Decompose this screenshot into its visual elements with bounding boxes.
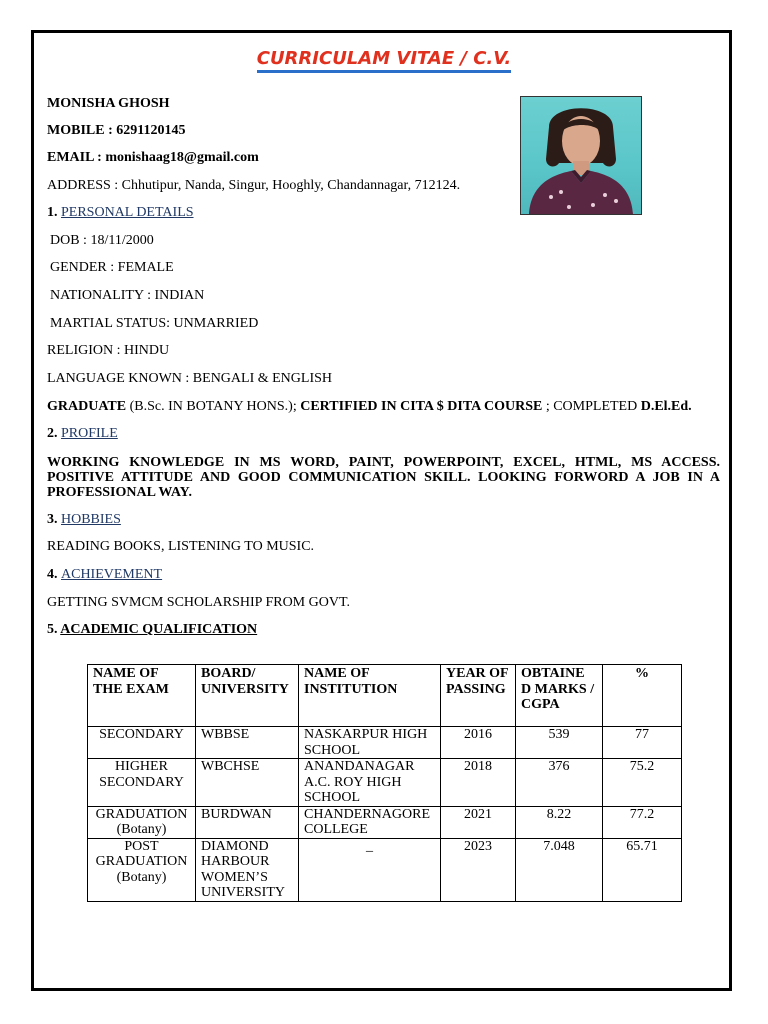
cell-marks: 376 bbox=[516, 759, 603, 807]
qualification-summary bbox=[47, 399, 692, 415]
cell-exam: POST GRADUATION (Botany) bbox=[88, 838, 196, 901]
section-title: HOBBIES bbox=[61, 512, 121, 527]
header-percent: % bbox=[603, 665, 682, 727]
nationality: NATIONALITY : INDIAN bbox=[50, 288, 205, 303]
cell-exam: HIGHER SECONDARY bbox=[88, 759, 196, 807]
header-institution: NAME OF INSTITUTION bbox=[299, 665, 441, 727]
religion: RELIGION : HINDU bbox=[47, 343, 170, 358]
cell-year: 2021 bbox=[441, 806, 516, 838]
qual-bsc: (B.Sc. IN BOTANY HONS.); bbox=[126, 399, 301, 414]
section-profile-heading bbox=[47, 426, 118, 442]
cell-marks: 7.048 bbox=[516, 838, 603, 901]
portrait-image bbox=[521, 97, 641, 214]
section-hobbies-heading bbox=[47, 512, 121, 528]
section-personal-heading bbox=[47, 205, 194, 221]
achievement-text: GETTING SVMCM SCHOLARSHIP FROM GOVT. bbox=[47, 595, 350, 610]
section-title: ACHIEVEMENT bbox=[61, 567, 163, 582]
section-title: PERSONAL DETAILS bbox=[61, 205, 194, 220]
cell-percent: 77.2 bbox=[603, 806, 682, 838]
header-marks: OBTAINE D MARKS / CGPA bbox=[516, 665, 603, 727]
header-board: BOARD/ UNIVERSITY bbox=[196, 665, 299, 727]
cell-year: 2016 bbox=[441, 727, 516, 759]
section-number: 1. bbox=[47, 205, 61, 220]
section-title: ACADEMIC QUALIFICATION bbox=[60, 622, 258, 637]
cell-year: 2023 bbox=[441, 838, 516, 901]
marital-status: MARTIAL STATUS: UNMARRIED bbox=[50, 316, 259, 331]
dob: DOB : 18/11/2000 bbox=[50, 233, 154, 248]
section-number: 2. bbox=[47, 426, 61, 441]
table-header-row bbox=[88, 665, 682, 727]
cell-marks: 539 bbox=[516, 727, 603, 759]
header-year: YEAR OF PASSING bbox=[441, 665, 516, 727]
profile-text: WORKING KNOWLEDGE IN MS WORD, PAINT, POWERPOINT, EXCEL, HTML, MS ACCESS. POSITIVE ATTITUDE AND GOOD COMMUNICATION SKILL. LOOKING FORWORD A JOB IN A PROFESSIONAL WAY. bbox=[47, 455, 720, 500]
cell-institution: _ bbox=[299, 838, 441, 901]
cell-exam: SECONDARY bbox=[88, 727, 196, 759]
section-number: 5. bbox=[47, 622, 61, 637]
cell-percent: 65.71 bbox=[603, 838, 682, 901]
header-exam: NAME OF THE EXAM bbox=[88, 665, 196, 727]
cell-percent: 75.2 bbox=[603, 759, 682, 807]
qual-completed: ; COMPLETED bbox=[542, 399, 641, 414]
table-row bbox=[88, 727, 682, 759]
mobile-label: MOBILE : bbox=[47, 123, 117, 138]
candidate-name: MONISHA GHOSH bbox=[47, 96, 170, 111]
language-known: LANGUAGE KNOWN : BENGALI & ENGLISH bbox=[47, 371, 333, 386]
email-label: EMAIL : bbox=[47, 150, 106, 165]
mobile-line bbox=[47, 123, 185, 139]
cell-percent: 77 bbox=[603, 727, 682, 759]
cell-year: 2018 bbox=[441, 759, 516, 807]
table-row bbox=[88, 759, 682, 807]
cell-institution: NASKARPUR HIGH SCHOOL bbox=[299, 727, 441, 759]
section-number: 3. bbox=[47, 512, 61, 527]
table-row bbox=[88, 838, 682, 901]
section-number: 4. bbox=[47, 567, 61, 582]
gender: GENDER : FEMALE bbox=[50, 260, 174, 275]
section-title: PROFILE bbox=[61, 426, 118, 441]
cell-board: WBBSE bbox=[196, 727, 299, 759]
table-row bbox=[88, 806, 682, 838]
cell-exam: GRADUATION (Botany) bbox=[88, 806, 196, 838]
email-line bbox=[47, 150, 259, 166]
address-line: ADDRESS : Chhutipur, Nanda, Singur, Hooghly, Chandannagar, 712124. bbox=[47, 178, 461, 193]
section-academic-heading bbox=[47, 622, 257, 638]
cell-board: BURDWAN bbox=[196, 806, 299, 838]
academic-table bbox=[87, 664, 682, 902]
cell-board: DIAMOND HARBOUR WOMEN’S UNIVERSITY bbox=[196, 838, 299, 901]
profile-photo bbox=[520, 96, 642, 215]
cv-title: CURRICULAM VITAE / C.V. bbox=[0, 48, 768, 69]
qual-cita: CERTIFIED IN CITA $ DITA COURSE bbox=[300, 399, 543, 414]
qual-graduate: GRADUATE bbox=[47, 399, 127, 414]
cell-marks: 8.22 bbox=[516, 806, 603, 838]
qual-deled: D.El.Ed. bbox=[640, 399, 692, 414]
section-achievement-heading bbox=[47, 567, 162, 583]
cell-institution: ANANDANAGAR A.C. ROY HIGH SCHOOL bbox=[299, 759, 441, 807]
hobbies-text: READING BOOKS, LISTENING TO MUSIC. bbox=[47, 539, 315, 554]
email-address: monishaag18@gmail.com bbox=[105, 150, 259, 165]
cell-board: WBCHSE bbox=[196, 759, 299, 807]
cell-institution: CHANDERNAGORE COLLEGE bbox=[299, 806, 441, 838]
mobile-number: 6291120145 bbox=[116, 123, 186, 138]
